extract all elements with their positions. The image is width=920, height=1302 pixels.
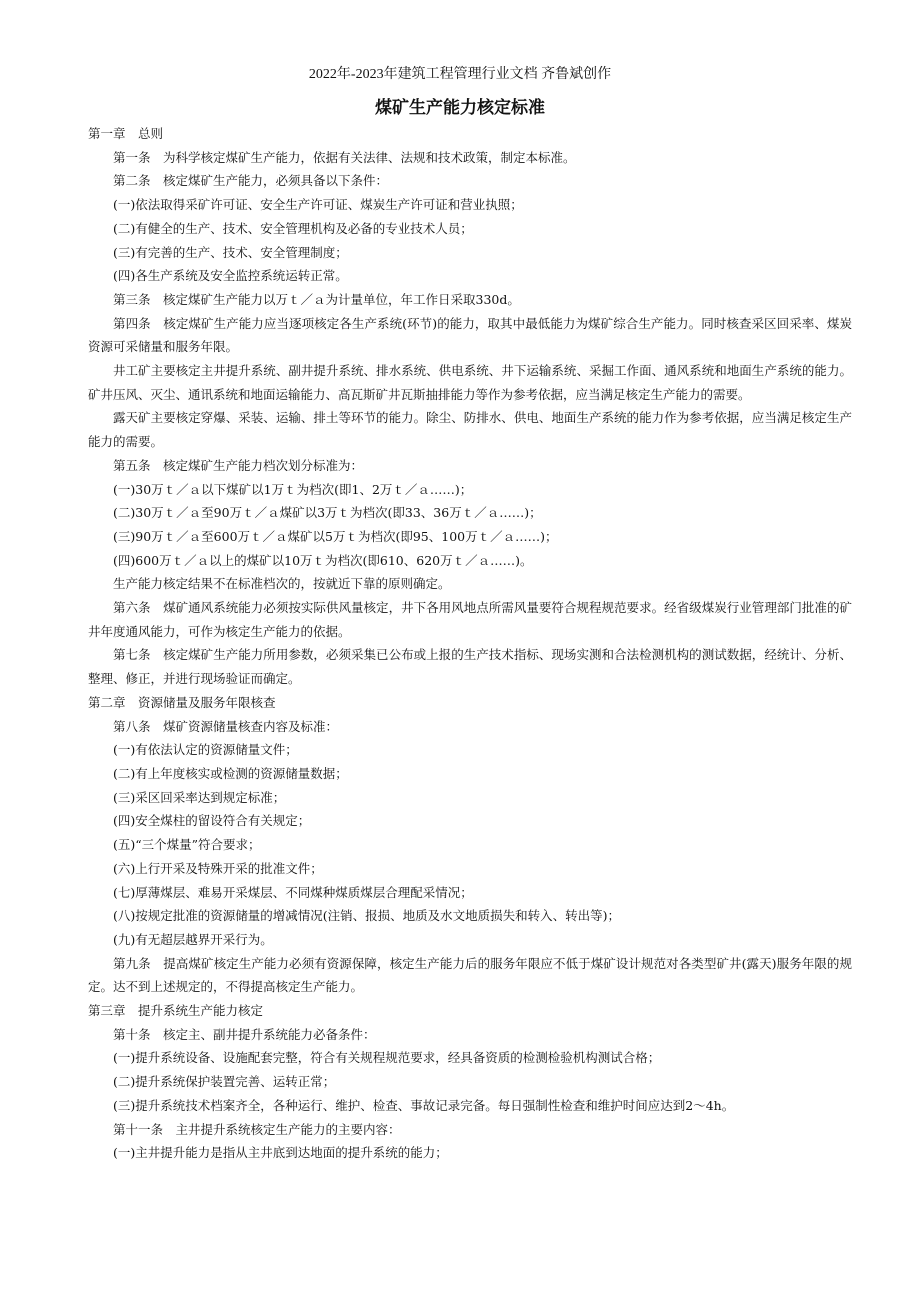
paragraph: 露天矿主要核定穿爆、采装、运输、排土等环节的能力。除尘、防排水、供电、地面生产系统的能力作为参考依据，应当满足核定生产能力的需要。: [88, 410, 852, 450]
paragraph: 第二条 核定煤矿生产能力，必须具备以下条件：: [113, 173, 389, 189]
list-item: (三)有完善的生产、技术、安全管理制度；: [113, 244, 348, 260]
list-item: (一)有依法认定的资源储量文件；: [113, 742, 298, 758]
list-item: (四)各生产系统及安全监控系统运转正常。: [113, 268, 348, 284]
list-item: (五)“三个煤量”符合要求；: [113, 837, 261, 853]
paragraph: 第八条 煤矿资源储量核查内容及标准：: [113, 718, 339, 734]
list-item: (六)上行开采及特殊开采的批准文件；: [113, 860, 323, 876]
list-item: (三)采区回采率达到规定标准；: [113, 789, 286, 805]
chapter-heading: 第一章 总则: [88, 126, 164, 141]
list-item: (一)提升系统设备、设施配套完整，符合有关规程规范要求，经具备资质的检测检验机构测试合格；: [113, 1050, 661, 1066]
list-item: (四)安全煤柱的留设符合有关规定；: [113, 813, 311, 829]
list-item: (四)600万ｔ／ａ以上的煤矿以10万ｔ为档次(即610、620万ｔ／ａ……)。: [113, 552, 533, 568]
list-item: (三)提升系统技术档案齐全，各种运行、维护、检查、事故记录完备。每日强制性检查和维护时间应达到2～4h。: [113, 1097, 735, 1113]
list-item: (九)有无超层越界开采行为。: [113, 931, 273, 947]
list-item: (一)依法取得采矿许可证、安全生产许可证、煤炭生产许可证和营业执照；: [113, 197, 523, 213]
list-item: (三)90万ｔ／ａ至600万ｔ／ａ煤矿以5万ｔ为档次(即95、100万ｔ／ａ……)；: [113, 528, 558, 544]
paragraph: 第六条 煤矿通风系统能力必须按实际供风量核定，井下各用风地点所需风量要符合规程规范要求。经省级煤炭行业管理部门批准的矿井年度通风能力，可作为核定生产能力的依据。: [88, 600, 852, 639]
list-item: (八)按规定批准的资源储量的增减情况(注销、报损、地质及水文地质损失和转入、转出等)；: [113, 908, 621, 924]
list-item: (二)30万ｔ／ａ至90万ｔ／ａ煤矿以3万ｔ为档次(即33、36万ｔ／ａ……)；: [113, 505, 542, 521]
document-title: 煤矿生产能力核定标准: [375, 98, 545, 118]
list-item: (二)有健全的生产、技术、安全管理机构及必备的专业技术人员；: [113, 220, 473, 236]
paragraph: 井工矿主要核定主井提升系统、副井提升系统、排水系统、供电系统、井下运输系统、采掘工作面、通风系统和地面生产系统的能力。矿井压风、灭尘、通讯系统和地面运输能力、高瓦斯矿井瓦斯抽排能力等作为参考依据，应当满足核定生产能力的需要。: [88, 363, 852, 402]
chapter-heading: 第三章 提升系统生产能力核定: [88, 1003, 264, 1019]
paragraph: 第五条 核定煤矿生产能力档次划分标准为：: [113, 457, 364, 473]
paragraph: 第四条 核定煤矿生产能力应当逐项核定各生产系统(环节)的能力，取其中最低能力为煤矿综合生产能力。同时核查采区回采率、煤炭资源可采储量和服务年限。: [88, 315, 852, 355]
page-header: 2022年-2023年建筑工程管理行业文档 齐鲁斌创作: [308, 67, 612, 82]
paragraph: 第十条 核定主、副井提升系统能力必备条件：: [113, 1026, 376, 1042]
list-item: (一)30万ｔ／ａ以下煤矿以1万ｔ为档次(即1、2万ｔ／ａ……)；: [113, 481, 473, 497]
paragraph: 第十一条 主井提升系统核定生产能力的主要内容：: [113, 1121, 401, 1137]
paragraph: 第七条 核定煤矿生产能力所用参数，必须采集已公布或上报的生产技术指标、现场实测和合法检测机构的测试数据，经统计、分析、整理、修正，并进行现场验证而确定。: [88, 647, 852, 687]
list-item: (二)有上年度核实或检测的资源储量数据；: [113, 765, 348, 781]
list-item: (一)主井提升能力是指从主井底到达地面的提升系统的能力；: [113, 1145, 448, 1161]
paragraph: 第三条 核定煤矿生产能力以万ｔ／ａ为计量单位，年工作日采取330d。: [113, 291, 520, 307]
paragraph: 第一条 为科学核定煤矿生产能力，依据有关法律、法规和技术政策，制定本标准。: [113, 149, 576, 165]
list-item: 生产能力核定结果不在标准档次的，按就近下靠的原则确定。: [113, 576, 451, 592]
list-item: (二)提升系统保护装置完善、运转正常；: [113, 1074, 336, 1090]
list-item: (七)厚薄煤层、难易开采煤层、不同煤种煤质煤层合理配采情况；: [113, 884, 473, 900]
document-body: [88, 122, 852, 1165]
paragraph: 第九条 提高煤矿核定生产能力必须有资源保障，核定生产能力后的服务年限应不低于煤矿设计规范对各类型矿井(露天)服务年限的规定。达不到上述规定的，不得提高核定生产能力。: [88, 955, 852, 995]
chapter-heading: 第二章 资源储量及服务年限核查: [88, 694, 276, 710]
